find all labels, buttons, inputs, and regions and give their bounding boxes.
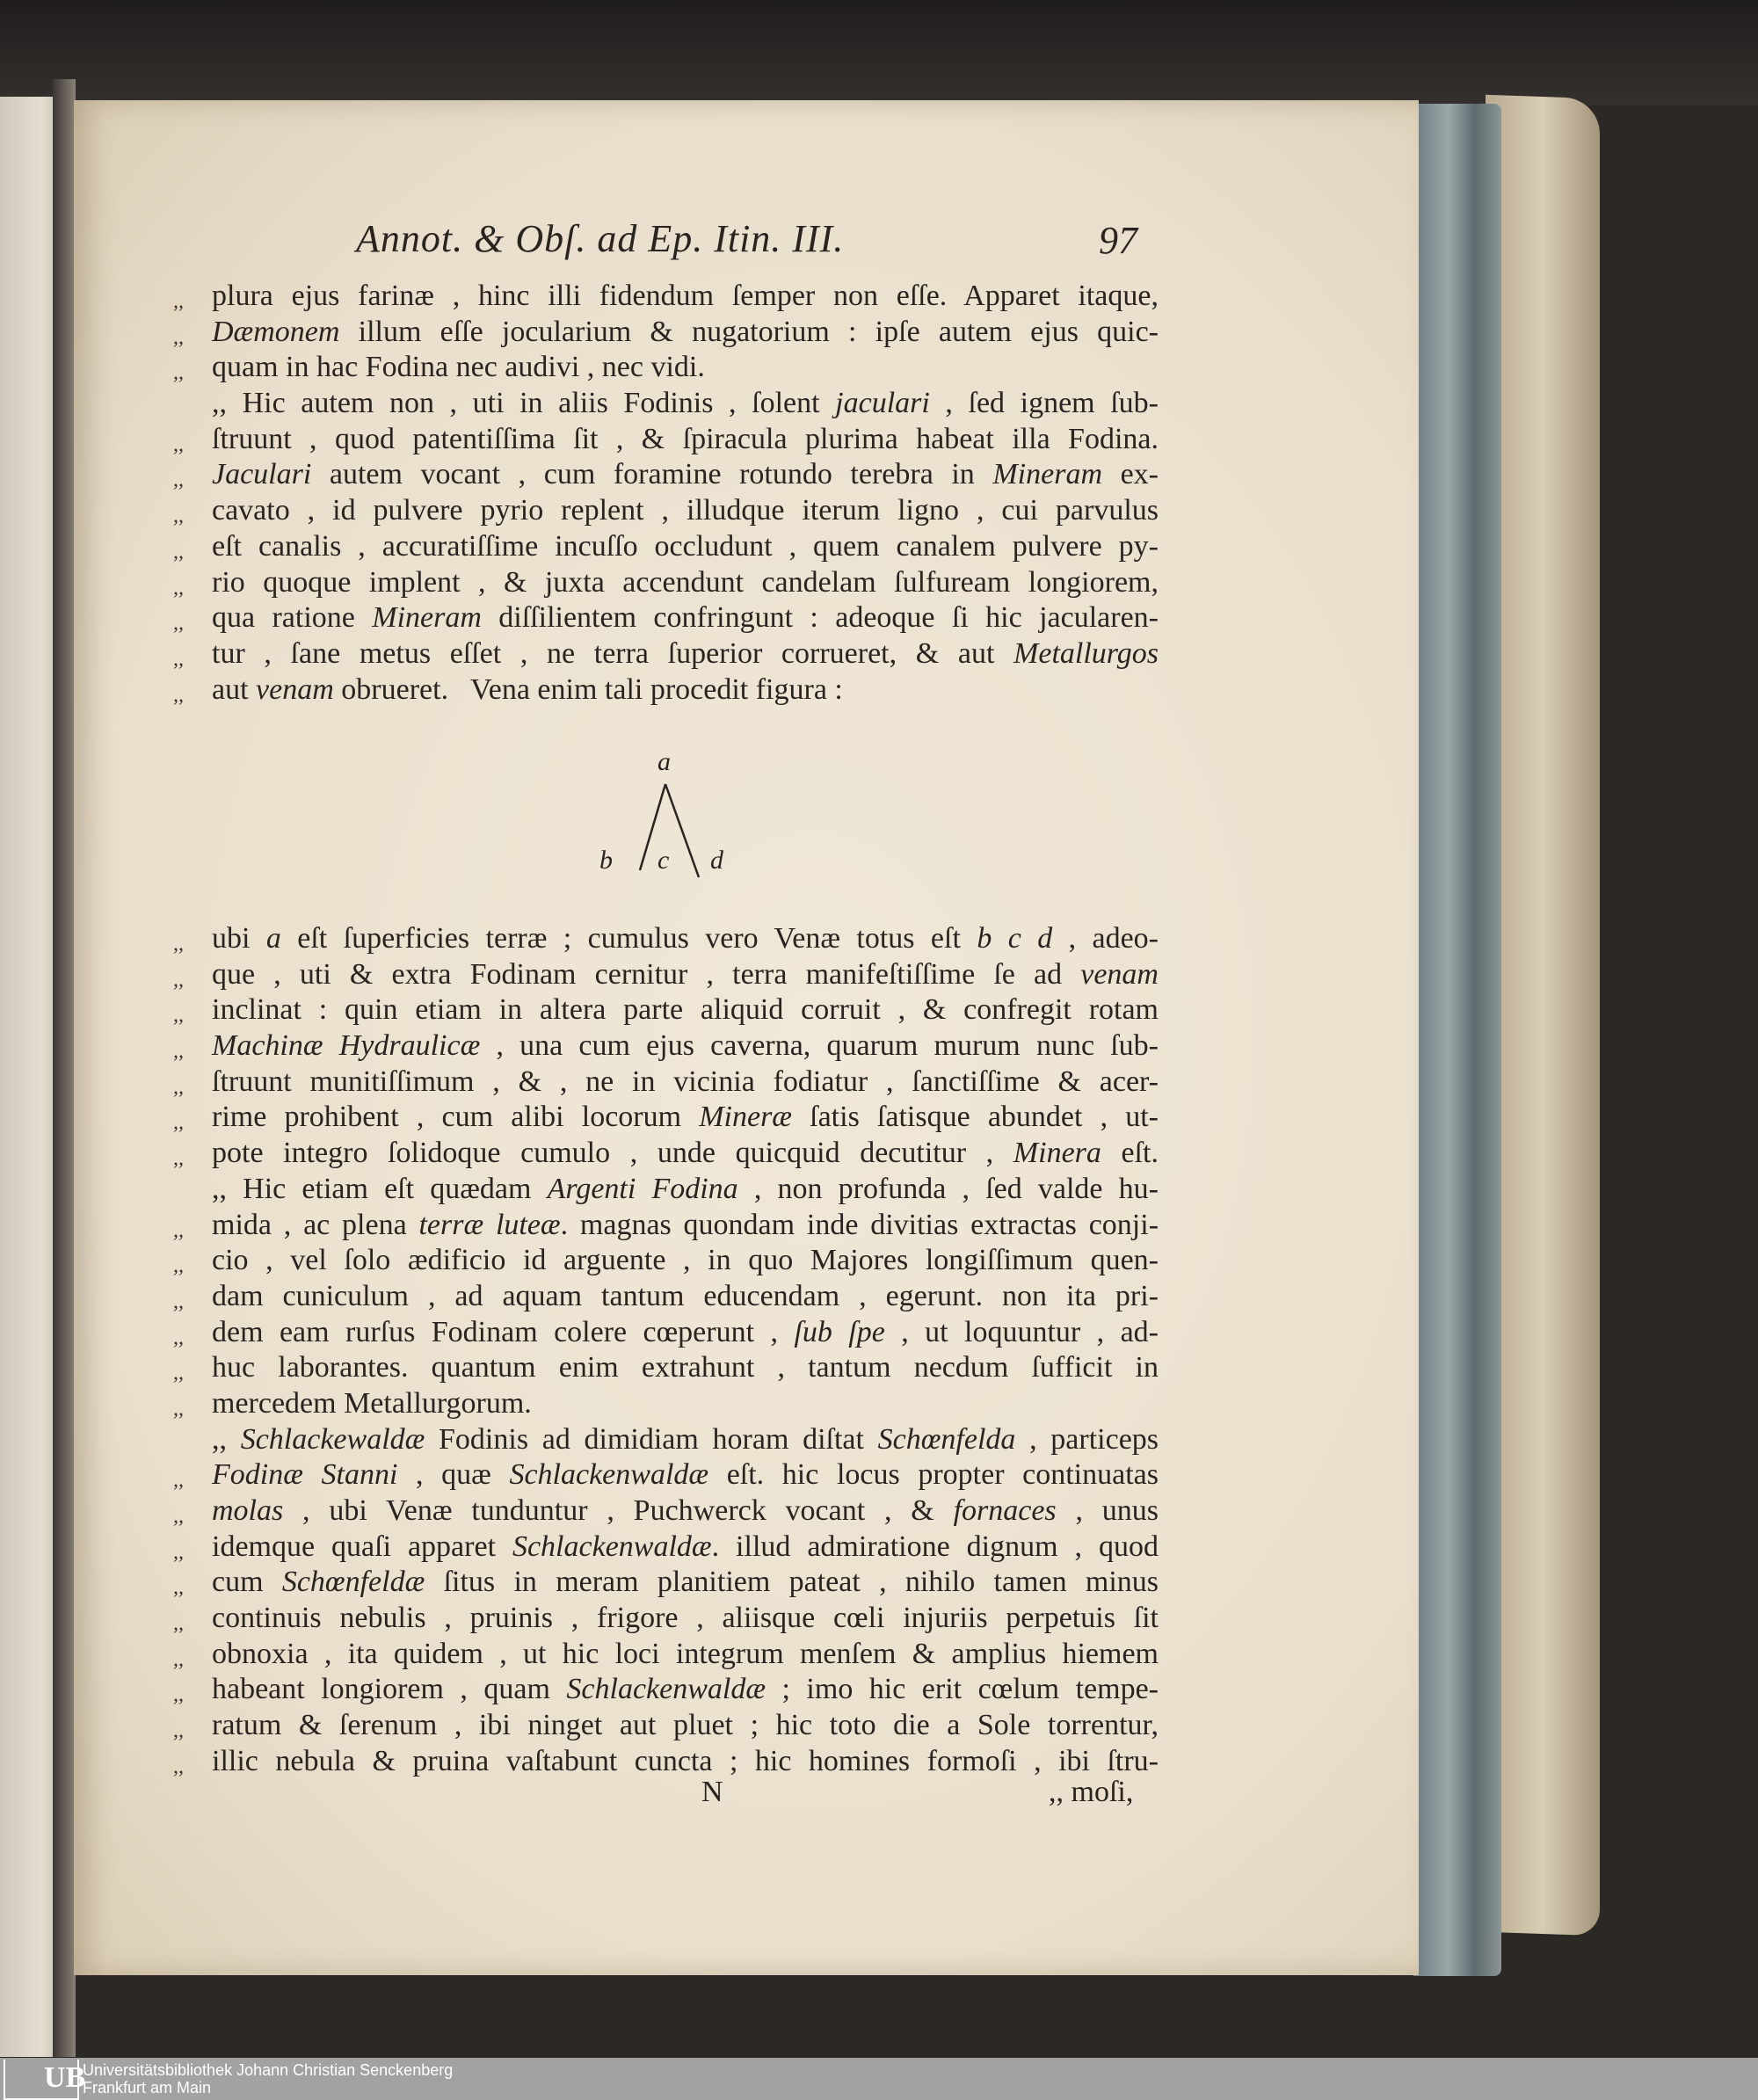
- vein-figure: [580, 747, 756, 888]
- text-segment: eſt ſuperficies terræ ; cumulus vero Venæ totus eſt: [280, 922, 977, 955]
- text-line: [173, 350, 1159, 386]
- italic-text: venam: [256, 672, 334, 706]
- text-segment: ,, Hic autem non , uti in aliis Fodinis , ſolent: [212, 387, 836, 420]
- figure-label-d: d: [710, 846, 723, 875]
- text-segment: qua ratione: [212, 601, 373, 635]
- italic-text: Mineram: [372, 601, 482, 635]
- italic-text: Schœnfeldæ: [281, 1566, 425, 1599]
- quotation-marker: ,,: [173, 1111, 184, 1135]
- italic-text: Schlackewaldæ: [240, 1422, 425, 1456]
- text-segment: autem vocant , cum foramine rotundo terebra in: [311, 458, 993, 491]
- library-city: Frankfurt am Main: [83, 2079, 212, 2096]
- italic-text: Schlackenwaldæ: [566, 1673, 766, 1706]
- quotation-marker: ,,: [173, 612, 184, 636]
- text-line: [173, 1208, 1159, 1244]
- italic-text: fornaces: [953, 1494, 1057, 1527]
- text-line: [212, 386, 1159, 422]
- quotation-marker: ,,: [173, 1755, 184, 1778]
- quotation-marker: ,,: [173, 933, 184, 956]
- quotation-marker: ,,: [173, 432, 184, 456]
- quotation-marker: ,,: [173, 505, 184, 528]
- figure-label-a: a: [657, 747, 671, 776]
- vein-line-right: [665, 784, 699, 877]
- page-fore-edge: [1413, 104, 1501, 1976]
- text-segment: illic nebula & pruina vaſtabunt cuncta ; hic homines formoſi , ibi ſtru-: [212, 1744, 1159, 1777]
- text-segment: mida , ac plena: [212, 1208, 419, 1241]
- quotation-marker: ,,: [173, 1362, 184, 1385]
- text-segment: aut: [212, 672, 257, 706]
- text-segment: ,, Hic etiam eſt quædam: [212, 1172, 548, 1205]
- italic-text: Schlackenwaldæ: [509, 1458, 709, 1492]
- italic-text: Mineram: [992, 458, 1103, 491]
- quotation-marker: ,,: [173, 1469, 184, 1493]
- italic-text: Metallurgos: [1013, 636, 1159, 670]
- text-line: [173, 493, 1159, 529]
- library-name: Universitätsbibliothek Johann Christian Senckenberg: [83, 2061, 454, 2079]
- text-segment: , non profunda , ſed valde hu-: [737, 1172, 1159, 1205]
- logo-text: UB: [44, 2061, 86, 2094]
- text-segment: quam in hac Fodina nec audivi , nec vidi.: [212, 351, 705, 384]
- text-segment: ubi: [212, 922, 266, 955]
- quotation-marker: ,,: [173, 1397, 184, 1421]
- book-gutter: [53, 79, 76, 2057]
- italic-text: ſub ſpe: [794, 1315, 885, 1348]
- italic-text: Argenti Fodina: [547, 1172, 738, 1205]
- text-line: [173, 279, 1159, 315]
- text-segment: dem eam rurſus Fodinam colere cœperunt ,: [212, 1315, 795, 1348]
- figure-label-c: c: [657, 846, 670, 875]
- italic-text: Jaculari: [212, 458, 312, 491]
- text-line: [173, 1243, 1159, 1279]
- text-segment: , ubi Venæ tunduntur , Puchwerck vocant , &: [283, 1494, 954, 1527]
- text-line: [173, 1350, 1159, 1386]
- text-block-upper: [173, 279, 1159, 708]
- text-segment: plura ejus farinæ , hinc illi fidendum ſemper non eſſe. Apparet itaque,: [212, 280, 1159, 312]
- library-logo-icon: [4, 2060, 86, 2100]
- quotation-marker: ,,: [173, 1647, 184, 1671]
- text-line: [173, 1565, 1159, 1601]
- text-line: [173, 457, 1159, 493]
- text-line: [173, 422, 1159, 458]
- italic-text: terræ luteæ: [418, 1208, 561, 1241]
- text-segment: ſitus in meram planitiem pateat , nihilo tamen minus: [425, 1566, 1159, 1599]
- text-segment: mercedem Metallurgorum.: [212, 1386, 532, 1420]
- quotation-marker: ,,: [173, 683, 184, 707]
- quotation-marker: ,,: [173, 1326, 184, 1349]
- italic-text: Machinæ Hydraulicæ: [212, 1029, 481, 1063]
- text-segment: ſtruunt , quod patentiſſima ſit , & ſpiracula plurima habeat illa Fodina.: [212, 422, 1159, 455]
- text-segment: . magnas quondam inde divitias extractas conji-: [560, 1208, 1159, 1241]
- text-line: [173, 921, 1159, 957]
- quotation-marker: ,,: [173, 540, 184, 563]
- text-segment: que , uti & extra Fodinam cernitur , terra manifeſtiſſime ſe ad: [212, 957, 1081, 991]
- text-segment: Fodinis ad dimidiam horam diſtat: [425, 1422, 878, 1456]
- text-segment: habeant longiorem , quam: [212, 1673, 567, 1706]
- quotation-marker: ,,: [173, 1719, 184, 1743]
- figure-label-b: b: [599, 846, 613, 875]
- quotation-marker: ,,: [173, 1576, 184, 1600]
- text-segment: inclinat : quin etiam in altera parte aliquid corruit , & confregit rotam: [212, 993, 1159, 1027]
- text-line: [173, 529, 1159, 565]
- text-line: [173, 1493, 1159, 1530]
- text-segment: eſt canalis , accuratiſſime incuſſo occludunt , quem canalem pulvere py-: [212, 529, 1159, 563]
- quotation-marker: ,,: [173, 1147, 184, 1171]
- text-line: [173, 1100, 1159, 1136]
- text-segment: eſt. hic locus propter continuatas: [708, 1458, 1159, 1492]
- text-segment: cavato , id pulvere pyrio replent , illudque iterum ligno , cui parvulus: [212, 494, 1159, 527]
- text-segment: rio quoque implent , & juxta accendunt candelam ſulfuream longiorem,: [212, 565, 1159, 599]
- text-line: [173, 992, 1159, 1028]
- text-segment: tur , ſane metus eſſet , ne terra ſuperior corrueret, & aut: [212, 636, 1014, 670]
- text-segment: huc laborantes. quantum enim extrahunt , tantum necdum ſufficit in: [212, 1351, 1159, 1384]
- text-segment: cio , vel ſolo ædificio id arguente , in quo Majores longiſſimum quen-: [212, 1244, 1159, 1277]
- text-segment: , unus: [1056, 1494, 1159, 1527]
- quotation-marker: ,,: [173, 647, 184, 671]
- text-line: [173, 1315, 1159, 1351]
- book-cover-flap: [1486, 95, 1600, 1937]
- text-segment: obnoxia , ita quidem , ut hic loci integrum menſem & amplius hiemem: [212, 1637, 1159, 1670]
- text-line: [173, 672, 1159, 708]
- library-footer: [0, 2058, 1758, 2100]
- italic-text: Dæmonem: [212, 315, 340, 348]
- catchword: ,, moſi,: [1049, 1776, 1134, 1808]
- text-segment: pote integro ſolidoque cumulo , unde quicquid decutitur ,: [212, 1137, 1013, 1170]
- text-segment: ; imo hic erit cœlum tempe-: [766, 1673, 1159, 1706]
- quotation-marker: ,,: [173, 1290, 184, 1313]
- text-segment: cum: [212, 1566, 282, 1599]
- text-line: [173, 1279, 1159, 1315]
- text-segment: , una cum ejus caverna, quarum murum nunc ſub-: [480, 1029, 1159, 1063]
- italic-text: b c d: [977, 922, 1053, 955]
- text-segment: ſtruunt munitiſſimum , & , ne in vicinia fodiatur , ſanctiſſime & acer-: [212, 1065, 1159, 1098]
- signature-mark: N: [701, 1776, 723, 1808]
- text-segment: , ut loquuntur , ad-: [884, 1315, 1159, 1348]
- text-line: [173, 1386, 1159, 1422]
- scan-background: [0, 0, 1758, 105]
- italic-text: Fodinæ Stanni: [212, 1458, 398, 1492]
- text-segment: continuis nebulis , pruinis , frigore , aliisque cœli injuriis perpetuis ſit: [212, 1602, 1159, 1635]
- text-segment: , adeo-: [1052, 922, 1159, 955]
- italic-text: Schlackenwaldæ: [512, 1530, 712, 1563]
- quotation-marker: ,,: [173, 1040, 184, 1064]
- text-segment: idemque quaſi apparet: [212, 1530, 512, 1563]
- quotation-marker: ,,: [173, 469, 184, 492]
- quotation-marker: ,,: [173, 1254, 184, 1278]
- italic-text: Mineræ: [699, 1101, 792, 1134]
- text-line: [173, 315, 1159, 351]
- text-line: [173, 1065, 1159, 1101]
- text-line: [212, 1422, 1159, 1458]
- text-segment: ſatis ſatisque abundet , ut-: [792, 1101, 1159, 1134]
- quotation-marker: ,,: [173, 576, 184, 599]
- italic-text: Minera: [1013, 1137, 1101, 1170]
- text-segment: dam cuniculum , ad aquam tantum educendam , egerunt. non ita pri-: [212, 1279, 1159, 1312]
- text-segment: eſt.: [1101, 1137, 1159, 1170]
- text-line: [173, 1530, 1159, 1566]
- text-segment: ex-: [1102, 458, 1159, 491]
- text-line: [173, 1708, 1159, 1744]
- text-line: [173, 600, 1159, 636]
- quotation-marker: ,,: [173, 1004, 184, 1028]
- quotation-marker: ,,: [173, 1505, 184, 1528]
- text-line: [173, 1136, 1159, 1172]
- text-line: [173, 957, 1159, 993]
- text-segment: , ſed ignem ſub-: [929, 387, 1159, 420]
- italic-text: Schœnfelda: [877, 1422, 1016, 1456]
- text-segment: , particeps: [1015, 1422, 1159, 1456]
- quotation-marker: ,,: [173, 1612, 184, 1636]
- text-block-lower: [173, 921, 1159, 1780]
- text-line: [173, 1744, 1159, 1780]
- text-segment: , quæ: [397, 1458, 510, 1492]
- italic-text: a: [265, 922, 281, 955]
- quotation-marker: ,,: [173, 325, 184, 349]
- italic-text: molas: [212, 1494, 284, 1527]
- text-line: [173, 1028, 1159, 1065]
- italic-text: jaculari: [835, 387, 930, 420]
- text-segment: ,,: [212, 1422, 241, 1456]
- quotation-marker: ,,: [173, 361, 184, 385]
- text-line: [173, 1601, 1159, 1637]
- text-line: [173, 1637, 1159, 1673]
- text-segment: . illud admiratione dignum , quod: [711, 1530, 1159, 1563]
- text-segment: obrueret. Vena enim tali procedit figura :: [333, 672, 843, 706]
- italic-text: venam: [1080, 957, 1159, 991]
- text-line: [173, 1457, 1159, 1493]
- text-line: [173, 636, 1159, 672]
- quotation-marker: ,,: [173, 290, 184, 313]
- text-segment: diſſilientem confringunt : adeoque ſi hic jacularen-: [481, 601, 1159, 635]
- page-number: 97: [1099, 219, 1137, 262]
- text-line: [173, 1672, 1159, 1708]
- text-segment: rime prohibent , cum alibi locorum: [212, 1101, 700, 1134]
- quotation-marker: ,,: [173, 1540, 184, 1564]
- text-segment: illum eſſe jocularium & nugatorium : ipſe autem ejus quic-: [339, 315, 1159, 348]
- quotation-marker: ,,: [173, 1075, 184, 1099]
- text-segment: ratum & ſerenum , ibi ninget aut pluet ; hic toto die a Sole torrentur,: [212, 1709, 1159, 1742]
- quotation-marker: ,,: [173, 1218, 184, 1242]
- quotation-marker: ,,: [173, 968, 184, 992]
- text-line: [173, 565, 1159, 601]
- text-line: [212, 1172, 1159, 1208]
- running-title: Annot. & Obſ. ad Ep. Itin. III.: [356, 217, 845, 260]
- quotation-marker: ,,: [173, 1683, 184, 1707]
